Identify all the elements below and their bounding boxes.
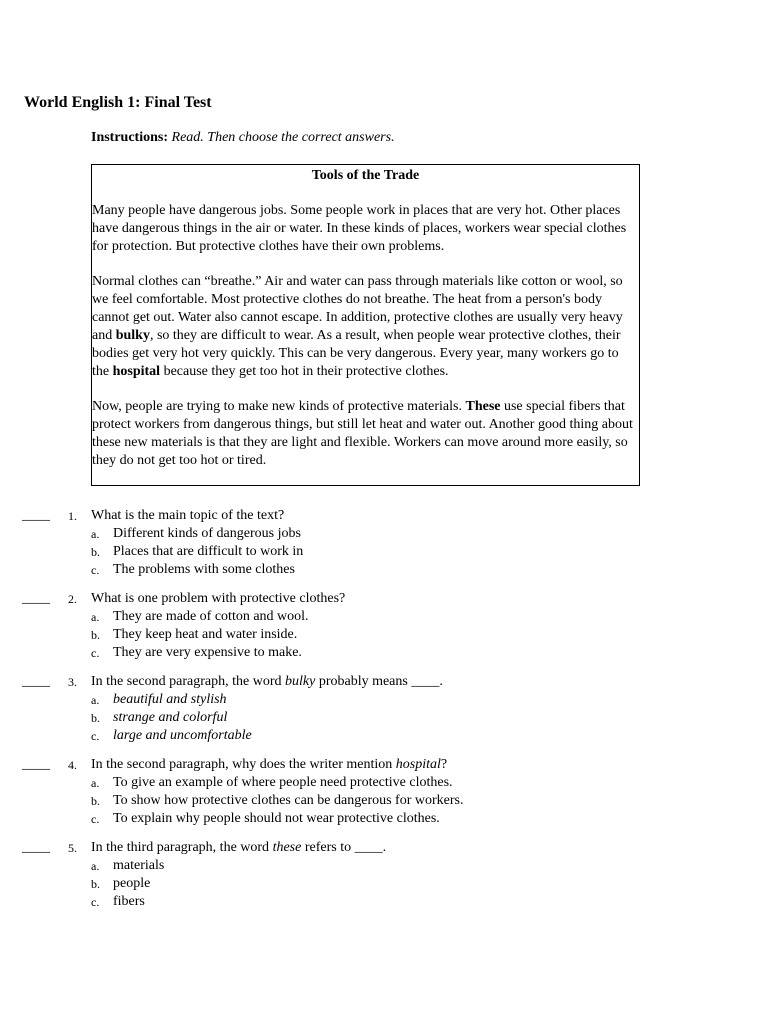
question-number: 5. [68, 841, 77, 855]
question-keyword: hospital [395, 757, 441, 772]
answer-blank[interactable]: ____ [22, 757, 50, 772]
page-title: World English 1: Final Test [24, 94, 212, 111]
option-letter: a. [91, 859, 100, 873]
question-number: 1. [68, 509, 77, 523]
option-a [0, 608, 770, 626]
option-text: strange and colorful [113, 710, 228, 725]
reading-passage [91, 164, 640, 486]
option-b [0, 875, 770, 893]
question-text-part: In the second paragraph, why does the writer mention [91, 757, 396, 772]
keyword-these: These [465, 399, 501, 414]
question-keyword: bulky [284, 674, 316, 689]
option-letter: c. [91, 895, 100, 909]
answer-blank[interactable]: ____ [22, 508, 50, 523]
option-text: beautiful and stylish [113, 692, 227, 707]
option-letter: b. [91, 628, 100, 642]
option-text: large and uncomfortable [113, 728, 252, 743]
passage-paragraph-1: Many people have dangerous jobs. Some people work in places that are very hot. Other places have dangerous things in the air or water. In these kinds of places, workers wear special clothes for protection. But protective clothes have their own problems. [92, 203, 627, 254]
passage-text: Now, people are trying to make new kinds of protective materials. [92, 399, 466, 414]
option-letter: a. [91, 610, 100, 624]
question-keyword: these [272, 840, 302, 855]
option-text: They are made of cotton and wool. [113, 609, 309, 624]
option-text: Places that are difficult to work in [113, 544, 304, 559]
question-number: 4. [68, 758, 77, 772]
question-text-part: In the second paragraph, the word [91, 674, 285, 689]
question-number: 3. [68, 675, 77, 689]
passage-text: because they get too hot in their protective clothes. [160, 364, 449, 379]
instructions-text: Read. Then choose the correct answers. [168, 130, 395, 145]
option-b [0, 543, 770, 561]
option-a [0, 525, 770, 543]
option-letter: a. [91, 693, 100, 707]
option-c [0, 561, 770, 579]
option-text: materials [113, 858, 165, 873]
question-text-part: In the third paragraph, the word [91, 840, 273, 855]
passage-paragraph-3 [92, 398, 639, 470]
passage-title: Tools of the Trade [311, 168, 420, 183]
option-b [0, 709, 770, 727]
instructions-label: Instructions: [91, 130, 169, 145]
passage-text: Normal clothes can “breathe.” Air and water can pass through materials like cotton or wool, so we feel comfortable. Most protective clothes do not breathe. The heat from a person's body cannot get out. Water also cannot escape. In addition, protective clothes are usually very heavy and [92, 274, 623, 343]
option-letter: a. [91, 527, 100, 541]
option-text: They are very expensive to make. [113, 645, 302, 660]
answer-blank[interactable]: ____ [22, 840, 50, 855]
option-text: They keep heat and water inside. [113, 627, 298, 642]
option-text: To give an example of where people need protective clothes. [113, 775, 453, 790]
question-text-part: probably means ____. [315, 674, 443, 689]
option-text: To explain why people should not wear protective clothes. [113, 811, 440, 826]
option-letter: b. [91, 794, 100, 808]
question-text [91, 673, 443, 691]
question-text: What is one problem with protective clothes? [91, 591, 346, 606]
option-letter: b. [91, 877, 100, 891]
option-letter: c. [91, 563, 100, 577]
option-text: Different kinds of dangerous jobs [113, 526, 301, 541]
option-text: The problems with some clothes [113, 562, 295, 577]
option-text: To show how protective clothes can be dangerous for workers. [113, 793, 464, 808]
option-letter: c. [91, 812, 100, 826]
answer-blank[interactable]: ____ [22, 591, 50, 606]
question-text [91, 756, 447, 774]
passage-paragraph-2 [92, 273, 639, 381]
keyword-hospital: hospital [112, 364, 161, 379]
option-b [0, 626, 770, 644]
option-letter: c. [91, 729, 100, 743]
option-letter: c. [91, 646, 100, 660]
option-letter: b. [91, 711, 100, 725]
option-b [0, 792, 770, 810]
option-text: people [113, 876, 151, 891]
option-letter: a. [91, 776, 100, 790]
option-c [0, 893, 770, 911]
keyword-bulky: bulky [115, 328, 150, 343]
option-a [0, 857, 770, 875]
passage-text: , so they are difficult to wear. As a result, when people wear protective clothes, their bodies get very hot very quickly. This can be very dangerous. Every year, many workers go to the [92, 328, 621, 379]
passage-text: use special fibers that protect workers from dangerous things, but still let heat and water out. Another good thing about these new materials is that they are light and flexible. Workers can move around more easily, so they do not get too hot or tired. [92, 399, 633, 468]
question-text-part: refers to ____. [301, 840, 387, 855]
instructions [91, 129, 395, 147]
answer-blank[interactable]: ____ [22, 674, 50, 689]
question-text [91, 839, 386, 857]
option-letter: b. [91, 545, 100, 559]
option-c [0, 644, 770, 662]
question-text: What is the main topic of the text? [91, 508, 285, 523]
option-a [0, 691, 770, 709]
question-number: 2. [68, 592, 77, 606]
question-text-part: ? [440, 757, 448, 772]
option-c [0, 810, 770, 828]
option-text: fibers [113, 894, 145, 909]
option-a [0, 774, 770, 792]
option-c [0, 727, 770, 745]
